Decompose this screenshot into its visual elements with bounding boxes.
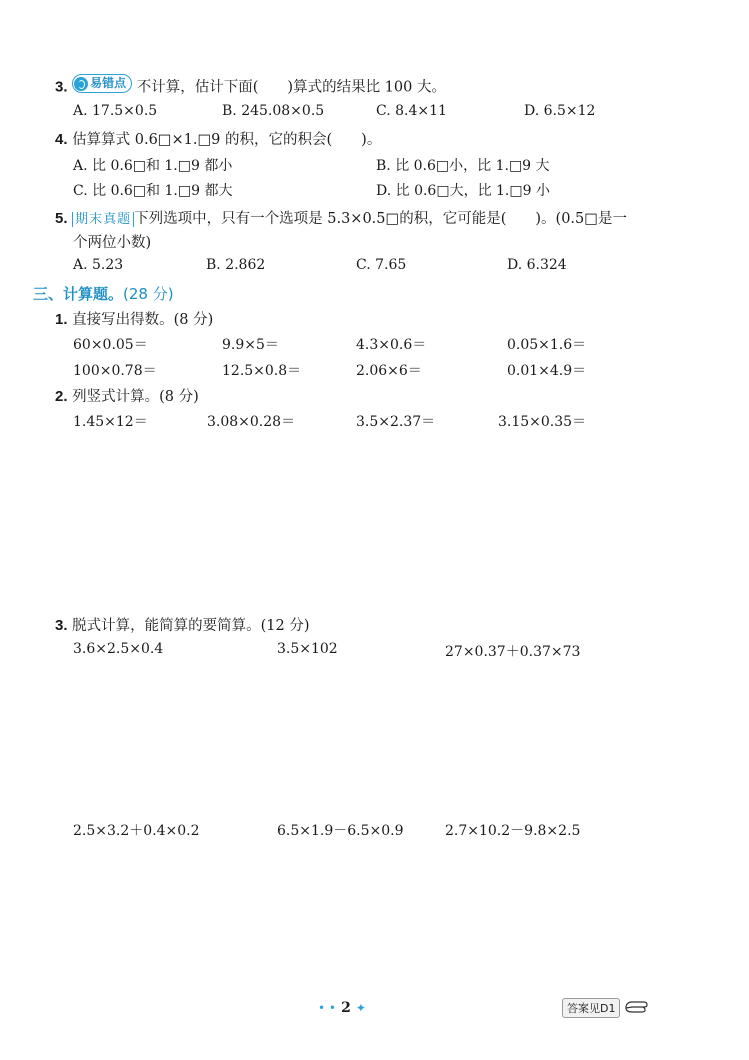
option-c: C. 8.4×11: [376, 103, 447, 119]
calc-item: 2.06×6＝: [356, 363, 422, 379]
calc-question-3: 3. 脱式计算，能简算的要简算。(12 分): [55, 617, 310, 634]
question-stem: 不计算，估计下面( )算式的结果比 100 大。: [136, 79, 446, 96]
calc-item: 27×0.37＋0.37×73: [445, 644, 581, 660]
question-stem: 列竖式计算。(8 分): [72, 389, 199, 405]
option-b: B. 245.08×0.5: [222, 103, 325, 119]
section-heading: 三、计算题。(28 分): [33, 285, 174, 303]
question-stem-continued: 个两位小数): [73, 235, 152, 251]
option-a: A. 5.23: [73, 257, 124, 273]
question-stem: 直接写出得数。(8 分): [72, 312, 214, 328]
final-exam-tag: 期末真题: [72, 212, 134, 227]
calc-item: 0.01×4.9＝: [507, 363, 587, 379]
answer-reference: [562, 998, 650, 1018]
calc-item: 6.5×1.9－6.5×0.9: [277, 823, 404, 839]
question-stem: 下列选项中，只有一个选项是 5.3×0.5□的积，它可能是( )。(0.5□是一: [134, 211, 627, 227]
option-b: B. 比 0.6□小，比 1.□9 大: [376, 158, 550, 174]
calc-item: 12.5×0.8＝: [222, 363, 302, 379]
calc-item: 0.05×1.6＝: [507, 337, 587, 353]
option-c: C. 比 0.6□和 1.□9 都大: [73, 183, 233, 199]
question-number: 3.: [55, 78, 68, 96]
calc-item: 4.3×0.6＝: [356, 337, 427, 353]
question-4: [55, 128, 381, 149]
sparkle-icon: ✦: [355, 1001, 366, 1015]
calc-item: 2.7×10.2－9.8×2.5: [445, 823, 581, 839]
calc-item: 9.9×5＝: [222, 337, 279, 353]
option-d: D. 6.5×12: [524, 103, 596, 119]
calc-item: 3.15×0.35＝: [498, 414, 587, 430]
answer-badge: 答案见D1: [562, 998, 620, 1018]
calc-item: 100×0.78＝: [73, 363, 157, 379]
option-a: A. 比 0.6□和 1.□9 都小: [73, 158, 233, 174]
error-prone-icon: [74, 77, 88, 91]
option-c: C. 7.65: [356, 257, 407, 273]
calc-item: 3.08×0.28＝: [207, 414, 296, 430]
pointing-hand-icon: [624, 999, 650, 1017]
page-number: • • 2 ✦: [318, 1000, 366, 1016]
calc-question-2: 2. 列竖式计算。(8 分): [55, 388, 199, 405]
calc-item: 3.5×102: [277, 641, 338, 657]
question-stem: 估算算式 0.6□×1.□9 的积，它的积会( )。: [72, 132, 382, 148]
question-stem: 脱式计算，能简算的要简算。(12 分): [72, 618, 310, 634]
option-a: A. 17.5×0.5: [73, 103, 158, 119]
question-number: 5.: [55, 210, 68, 227]
calc-question-1: 1. 直接写出得数。(8 分): [55, 311, 214, 328]
question-3: [55, 74, 446, 97]
calc-item: 2.5×3.2＋0.4×0.2: [73, 823, 200, 839]
calc-item: 3.5×2.37＝: [356, 414, 436, 430]
error-prone-tag: 易错点: [72, 74, 132, 93]
dots-icon: • •: [318, 1001, 336, 1015]
option-d: D. 6.324: [507, 257, 567, 273]
question-number: 4.: [55, 131, 68, 148]
calc-item: 3.6×2.5×0.4: [73, 641, 164, 657]
calc-item: 1.45×12＝: [73, 414, 148, 430]
option-b: B. 2.862: [206, 257, 266, 273]
option-d: D. 比 0.6□大，比 1.□9 小: [376, 183, 550, 199]
question-5: [55, 207, 627, 228]
calc-item: 60×0.05＝: [73, 337, 148, 353]
